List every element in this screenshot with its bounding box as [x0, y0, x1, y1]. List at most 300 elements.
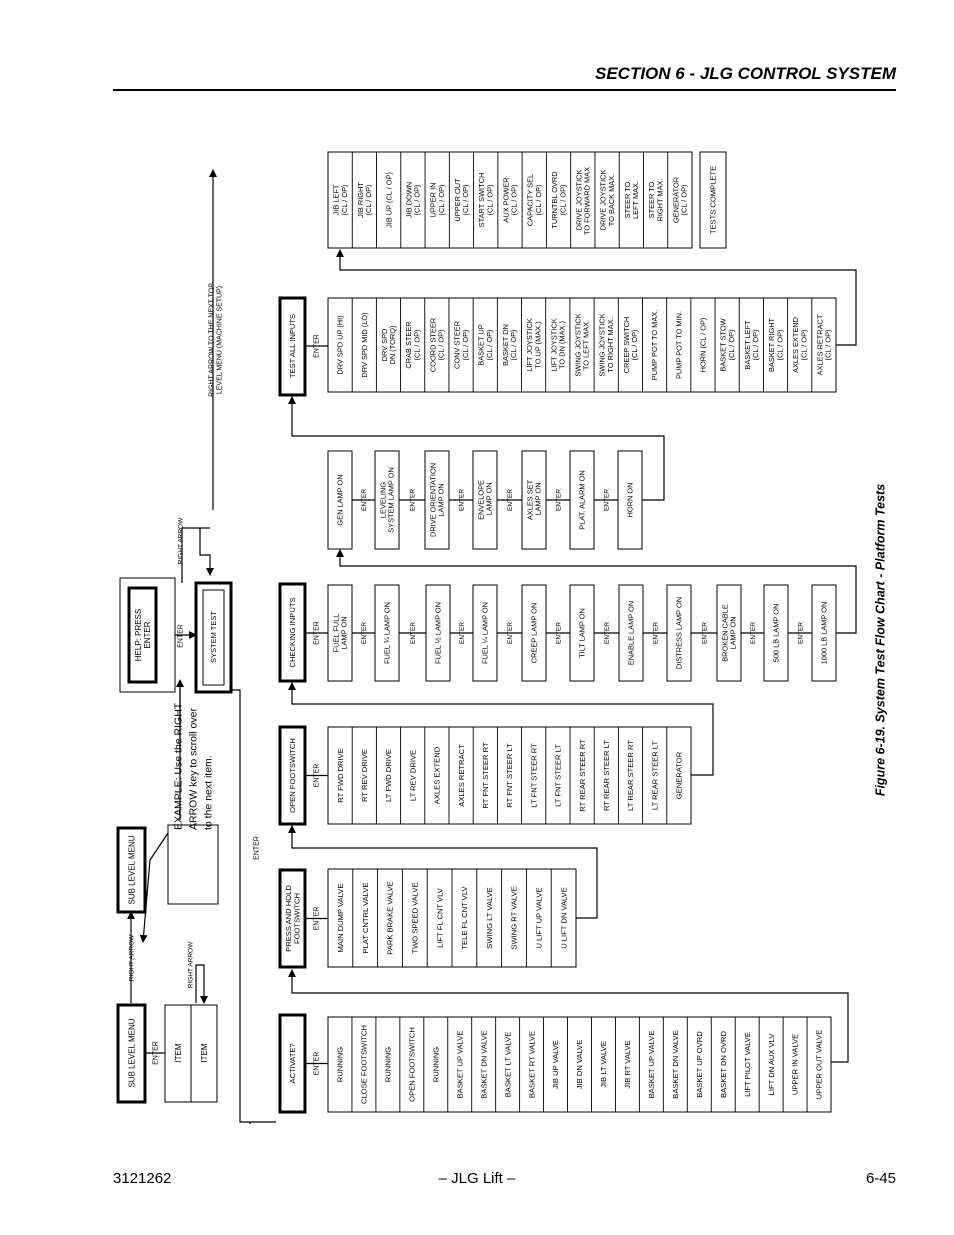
column-1-strip-cell — [435, 887, 444, 948]
example-line-2 — [188, 708, 200, 830]
item-2-label-line: ITEM — [199, 1043, 209, 1063]
enter-label-line: ENTER — [797, 621, 805, 645]
column-2-strip-cell — [336, 748, 345, 803]
column-head-2-label-line: OPEN FOOTSWITCH — [288, 738, 298, 813]
right-arrow-items — [196, 965, 204, 1003]
enter-label — [313, 764, 320, 788]
test-all-head-label — [288, 314, 297, 378]
column-0-strip-cell-line: UPPER OUT VALVE — [814, 1029, 824, 1100]
column-0-strip-cell — [360, 1025, 369, 1104]
test-all-strip-cell-line: BASKET RIGHT — [766, 317, 776, 373]
test-all-strip-2-cell-line: (CL / OP) — [485, 184, 495, 216]
enter-label-line: ENTER — [253, 836, 261, 860]
right-arrow-items-label — [187, 941, 194, 988]
enter-label — [555, 489, 562, 511]
test-all-strip-cell-line: PUMP POT TO MIN. — [674, 310, 684, 380]
test-all-strip-2-cell-line: TURNTBL OVRD — [549, 171, 559, 229]
enter-label-line: ENTER — [458, 621, 466, 645]
test-all-strip-2-cell-line: JIB RIGHT — [355, 182, 365, 218]
enter-label-line: ENTER — [749, 621, 757, 645]
enter-label-line: ENTER — [409, 621, 417, 645]
lamp-a-label-line: LAMP ON — [339, 616, 349, 650]
test-all-strip-cell-line: (CL / OP) — [436, 329, 446, 361]
test-all-strip-cell-line: (CL / OP) — [726, 329, 736, 361]
column-0-strip-cell — [623, 1040, 632, 1088]
enter-label — [507, 622, 514, 644]
column-0-strip-cell — [551, 1040, 560, 1089]
lamp-a-label-line: TILT LAMP ON — [577, 608, 587, 658]
column-0-strip-cell — [336, 1047, 345, 1083]
column-0-strip-cell — [719, 1031, 728, 1098]
column-2-strip-cell — [626, 740, 635, 811]
test-all-strip-cell-line: TO DN (MAX.) — [557, 321, 567, 369]
test-all-strip-cell-line: TO RIGHT MAX. — [605, 317, 615, 373]
right-arrow-top-label-line: RIGHT ARROW — [177, 517, 185, 565]
test-all-strip-2-cell-line: (CL / OP) — [412, 184, 422, 216]
test-all-strip-cell — [699, 318, 708, 373]
lamp-b-label-line: HORN ON — [625, 482, 635, 518]
test-all-strip-cell-line: AXLES RETRACT — [815, 314, 825, 376]
item-1-label-line: ITEM — [173, 1043, 183, 1063]
right-arrow-next-menu-label-line: RIGHT ARROW TO THE NEXT TOP — [208, 283, 216, 397]
column-head-3-label-line: CHECKING INPUTS — [288, 597, 298, 668]
enter-label-line: ENTER — [555, 488, 563, 512]
enter-label — [458, 489, 465, 511]
test-all-strip-cell — [477, 324, 494, 365]
right-arrow-next-menu-label — [209, 283, 224, 397]
column-0-strip-cell-line: JIB UP VALVE — [551, 1040, 561, 1089]
enter-label — [750, 622, 757, 644]
example-line-1-line: EXAMPLE: Use the RIGHT — [172, 702, 185, 830]
test-all-strip-cell-line: SWING JOYSTICK — [597, 313, 607, 377]
test-all-strip-cell — [501, 324, 518, 366]
column-2-strip-cell-line: GENERATOR — [674, 751, 684, 800]
column-2-strip-cell-line: AXLES RETRACT — [456, 744, 466, 807]
lamp-a-label — [772, 604, 781, 663]
column-1-strip-cell-line: MAIN DUMP VALVE — [336, 883, 346, 953]
test-all-strip-2-cell — [384, 172, 393, 228]
lamp-b-label-line: PLAT. ALARM ON — [577, 470, 587, 530]
test-all-strip-2-cell — [429, 183, 446, 218]
column-0-strip-cell — [647, 1031, 656, 1099]
test-all-strip-cell — [336, 315, 345, 374]
column-2-strip-cell-line: LT REAR STEER RT — [626, 740, 636, 811]
right-arrow-items-label-line: RIGHT ARROW — [187, 941, 195, 989]
column-1-strip-cell — [460, 885, 469, 949]
test-all-strip-cell-line: (CL / OP) — [509, 329, 519, 361]
lamp-a-label-line: FUEL ¼ LAMP ON — [480, 601, 490, 665]
test-all-strip-2-cell-line: START SWITCH — [477, 172, 487, 228]
column-0-strip-cell — [503, 1032, 512, 1098]
test-all-strip-2-cell-line: LEFT MAX. — [631, 180, 641, 220]
column-0-strip-cell-line: LIFT PILOT VALVE — [742, 1032, 752, 1097]
enter-label — [313, 1052, 320, 1076]
column-2-strip-cell — [481, 742, 490, 808]
right-arrow-label-line: RIGHT ARROW — [128, 934, 136, 982]
system-test-down — [231, 690, 276, 1122]
column-0-strip-cell-line: JIB RT VALVE — [623, 1040, 633, 1089]
enter-label-line: ENTER — [506, 488, 514, 512]
column-1-strip-cell — [361, 883, 370, 954]
enter-label — [555, 622, 562, 644]
enter-label-line: ENTER — [313, 763, 321, 788]
column-0-strip-cell-line: RUNNING — [335, 1046, 345, 1083]
test-all-strip-2-cell-line: AUX POWER — [501, 177, 511, 223]
lamp-b-label-line: LAMP ON — [436, 483, 446, 517]
example-line-2-line: ARROW key to scroll over — [187, 708, 200, 830]
test-all-strip-2-cell — [647, 179, 664, 222]
column-2-strip-cell — [529, 743, 538, 808]
column-0-strip-cell-line: BASKET RT VALVE — [527, 1030, 537, 1099]
lamp-a-label — [434, 602, 443, 664]
test-all-strip-cell-line: (CL / OP) — [484, 329, 494, 361]
column-2-strip-cell-line: RT FNT STEER LT — [505, 743, 515, 808]
test-all-strip-2-cell-line: GENERATOR — [671, 176, 681, 224]
column-2-strip-cell-line: LT FWD DRIVE — [384, 749, 394, 802]
column-head-2-label — [288, 738, 297, 813]
example-line-3-line: to the next item. — [202, 755, 215, 830]
enter-label-line: ENTER — [313, 621, 321, 645]
test-all-strip-cell-line: DRV SPD UP (HI) — [335, 315, 345, 375]
enter-label — [603, 489, 610, 511]
column-1-strip-cell-line: SWING LT VALVE — [484, 887, 494, 949]
test-all-strip-2-cell-line: (CL / OP) — [679, 184, 689, 216]
test-all-strip-2-cell — [332, 184, 349, 215]
test-all-strip-2-cell-line: UPPER OUT — [452, 178, 462, 222]
test-all-strip-cell — [549, 318, 566, 371]
company-name: – JLG Lift – — [438, 1170, 516, 1187]
test-all-strip-cell-line: (CL / OP) — [460, 329, 470, 361]
test-all-strip-2-cell-line: DRIVE JOYSTICK — [598, 169, 608, 231]
item-1-label — [174, 1043, 183, 1062]
test-all-strip-2-cell — [574, 165, 591, 235]
column-0-strip-cell-line: BASKET UP OVRD — [694, 1031, 704, 1098]
column-0-strip-cell-line: RUNNING — [431, 1046, 441, 1083]
enter-label-line: ENTER — [313, 906, 321, 931]
column-0-strip-cell — [384, 1047, 393, 1083]
test-all-strip-cell-line: DRV SPD — [379, 328, 389, 362]
test-all-strip-2-cell-line: (CL / OP) — [461, 184, 471, 216]
column-0-strip-cell-line: OPEN FOOTSWITCH — [407, 1027, 417, 1102]
test-all-strip-cell-line: (CL / OP) — [823, 329, 833, 361]
item-2-label — [200, 1043, 209, 1062]
column-0-strip-cell — [767, 1033, 776, 1096]
test-all-strip-cell-line: BASKET DN — [500, 324, 510, 366]
test-all-strip-cell-line: TO LEFT MAX. — [581, 319, 591, 371]
lamp-a-label — [481, 602, 490, 664]
test-all-strip-cell-line: DRV SPD MID (LO) — [359, 312, 369, 378]
column-1-strip-cell-line: PARK BRAKE VALVE — [385, 881, 395, 955]
column-2-strip-cell — [578, 739, 587, 812]
test-all-strip-2-cell — [404, 182, 421, 218]
column-head-1-label-line: FOOTSWITCH — [292, 892, 302, 945]
lamp-b-label-line: LAMP ON — [533, 482, 543, 518]
column-0-strip-cell — [599, 1041, 608, 1088]
figure-caption-line: Figure 6-19. System Test Flow Chart - Platform Tests — [873, 483, 888, 797]
column-1-strip-cell-line: SWING RT VALVE — [509, 886, 519, 950]
column-2-strip-cell — [650, 741, 659, 811]
enter-label — [361, 489, 368, 511]
test-all-strip-2-cell-line: CAPACITY SEL — [525, 173, 535, 227]
figure-caption — [873, 484, 887, 796]
lamp-b-label — [336, 474, 345, 525]
test-all-strip-cell-line: (CL / OP) — [630, 329, 640, 361]
test-all-strip-cell — [380, 326, 397, 365]
column-1-strip-cell — [485, 887, 494, 948]
column-2-strip-cell — [675, 751, 684, 799]
column-0-strip-cell-line: JIB LT VALVE — [599, 1041, 609, 1088]
lamp-a-label — [530, 603, 539, 664]
column-2-strip-cell — [384, 749, 393, 802]
enter-label — [313, 907, 320, 931]
column-1-strip-cell — [510, 886, 519, 949]
column-0-strip-cell-line: BASKET DN VALVE — [670, 1030, 680, 1099]
test-all-strip-cell-line: (CL / OP) — [412, 329, 422, 361]
column-0-strip-cell-line: BASKET LT VALVE — [503, 1031, 513, 1098]
system-test-label — [209, 611, 218, 663]
enter-label — [409, 489, 416, 511]
column-2-strip-cell — [457, 744, 466, 807]
test-all-strip-cell — [650, 310, 659, 381]
enter-label-line: ENTER — [603, 488, 611, 512]
column-0-strip-cell-line: LIFT DN AUX VLV — [766, 1033, 776, 1096]
lamp-b-label-line: SYSTEM LAMP ON — [386, 467, 396, 533]
doc-number: 3121262 — [113, 1170, 172, 1187]
column-0-strip-cell-line: JIB DN VALVE — [575, 1039, 585, 1090]
test-all-strip-cell-line: BASKET UP — [476, 324, 486, 366]
lamp-a-label — [675, 597, 684, 669]
column-head-0-label-line: ACTIVATE? — [288, 1043, 298, 1084]
column-0-strip-cell-line: BASKET DN OVRD — [718, 1031, 728, 1098]
test-all-strip-cell-line: HORN (CL / OP) — [698, 317, 708, 373]
test-all-strip-cell — [573, 313, 590, 376]
enter-label — [507, 489, 514, 511]
test-all-strip-2-cell-line: (CL / OP) — [534, 184, 544, 216]
lamp-b-label — [525, 479, 542, 520]
test-all-strip-2-cell-line: TO BACK MAX. — [606, 173, 616, 227]
column-0-strip-cell — [791, 1034, 800, 1095]
column-1-strip-cell-line: U LIFT UP VALVE — [534, 887, 544, 949]
sub-menu-2-label-line: SUB LEVEL MENU — [127, 835, 137, 905]
test-all-head-label-line: TEST ALL INPUTS — [288, 313, 298, 379]
lamp-b-label — [578, 470, 587, 529]
column-1-strip-cell-line: LIFT FL CNT VLV — [435, 888, 445, 948]
example-box — [168, 825, 218, 904]
enter-label — [152, 1041, 159, 1065]
column-2-strip-cell-line: RT REAR STEER LT — [601, 740, 611, 811]
column-1-strip-cell-line: PLAT CNTRL VALVE — [360, 882, 370, 954]
lamp-a-label-line: BROKEN CABLE — [720, 604, 730, 662]
column-0-strip-cell — [479, 1030, 488, 1098]
column-1-strip-cell — [386, 881, 395, 954]
column-1-strip-cell — [410, 882, 419, 953]
column-0-strip-cell — [743, 1032, 752, 1097]
help-label-line: ENTER — [142, 621, 152, 649]
test-all-strip-2-cell-line: UPPER IN — [428, 182, 438, 218]
section-title: SECTION 6 - JLG CONTROL SYSTEM — [595, 64, 896, 83]
enter-label — [313, 621, 320, 645]
column-2-strip-cell — [505, 743, 514, 808]
column-2-strip-cell-line: LT FNT STEER LT — [553, 744, 563, 807]
test-all-strip-2-cell-line: JIB LEFT — [331, 184, 341, 216]
column-1-strip-cell — [559, 887, 568, 949]
lamp-a-label-line: 500 LB LAMP ON — [771, 603, 781, 663]
enter-label — [797, 622, 804, 644]
test-all-strip-cell — [674, 311, 683, 379]
sub-menu-1-label — [127, 1018, 136, 1087]
tests-complete-label — [709, 166, 718, 234]
test-all-strip-2-cell-line: (CL / OP) — [339, 184, 349, 216]
right-arrow-label — [128, 934, 135, 981]
column-1-strip-cell — [534, 887, 543, 948]
enter-label-line: ENTER — [152, 1041, 160, 1065]
sub-menu-2-label — [127, 835, 136, 904]
lamp-b-label — [476, 480, 493, 520]
system-test-label-line: SYSTEM TEST — [209, 611, 219, 663]
column-2-strip-cell-line: LT REAR STEER LT — [650, 740, 660, 811]
column-head-0-label — [288, 1043, 297, 1083]
enter-label-line: ENTER — [313, 1051, 321, 1076]
column-1-strip-cell-line: TWO SPEED VALVE — [410, 882, 420, 954]
test-all-strip-cell — [360, 312, 369, 377]
right-arrow-top-label — [177, 517, 184, 564]
column-0-strip-cell-line: UPPER IN VALVE — [790, 1033, 800, 1096]
help-label-line: HELP: PRESS — [133, 608, 143, 662]
column-2-strip-cell-line: RT REV DRIVE — [359, 749, 369, 802]
lamp-a-label-line: FUEL ½ LAMP ON — [433, 601, 443, 665]
enter-label-line: ENTER — [701, 621, 709, 645]
test-all-strip-2-cell-line: (CL / OP) — [436, 184, 446, 216]
lamp-b-label-line: LAMP ON — [484, 482, 494, 518]
test-all-strip-2-cell-line: STEER TO — [647, 181, 657, 219]
column-2-strip-cell-line: AXLES EXTEND — [432, 746, 442, 805]
tests-complete-label-line: TESTS COMPLETE — [708, 165, 718, 235]
column-1-strip-cell — [336, 884, 345, 953]
right-arrow-next-menu-label-line: LEVEL MENU (MACHINE SETUP) — [216, 285, 224, 395]
test-all-strip-cell-line: COORD STEER — [428, 317, 438, 373]
lamp-a-label-line: 1000 LB LAMP ON — [819, 601, 829, 665]
enter-label-line: ENTER — [177, 624, 185, 648]
test-all-strip-cell — [598, 313, 615, 376]
column-0-strip-cell — [431, 1047, 440, 1083]
column-0-strip-cell-line: BASKET UP VALVE — [647, 1030, 657, 1099]
column-2-strip-cell-line: RT REAR STEER RT — [577, 739, 587, 812]
test-all-strip-2-cell-line: JIB UP (CL / OP) — [384, 172, 394, 228]
lamp-b-label-line: ENVELOPE — [476, 480, 486, 520]
example-to-sub-arrow — [143, 830, 170, 942]
lamp-b-label-line: GEN LAMP ON — [335, 474, 345, 526]
test-all-strip-cell-line: DN (TORQ) — [388, 325, 398, 365]
column-2-strip-cell — [433, 746, 442, 804]
column-2-strip-cell-line: RT FWD DRIVE — [335, 748, 345, 803]
test-all-strip-cell-line: BASKET LEFT — [742, 320, 752, 370]
test-all-strip-2-cell-line: (CL / OP) — [509, 184, 519, 216]
test-all-strip-2-cell-line: RIGHT MAX. — [655, 178, 665, 222]
lamp-a-label-line: FUEL FULL — [331, 613, 341, 653]
test-all-strip-cell-line: (CL / OP) — [775, 329, 785, 361]
test-all-strip-2-cell-line: STEER TO — [622, 181, 632, 219]
lamp-b-label-line: AXLES SET — [525, 479, 535, 521]
column-2-strip-cell-line: RT FNT STEER RT — [480, 742, 490, 809]
test-all-strip-cell-line: LIFT JOYSTICK — [525, 318, 535, 372]
enter-label — [604, 622, 611, 644]
test-all-strip-2-cell-line: (CL / OP) — [364, 184, 374, 216]
sub-menu-1-label-line: SUB LEVEL MENU — [127, 1018, 137, 1088]
column-2-strip-cell — [408, 750, 417, 801]
column-1-strip-cell-line: TELE FL CNT VLV — [460, 886, 470, 950]
lamp-a-label-line: DISTRESS LAMP ON — [674, 596, 684, 670]
column-0-strip-cell — [455, 1031, 464, 1099]
test-all-strip-2-cell-line: TO FORWARD MAX. — [582, 164, 592, 236]
enter-label-line: ENTER — [458, 488, 466, 512]
test-all-strip-2-cell — [623, 181, 640, 219]
column-2-strip-cell-line: LT FNT STEER RT — [529, 743, 539, 808]
test-all-strip-cell-line: PUMP POT TO MAX. — [650, 309, 660, 381]
column-0-strip-cell — [407, 1027, 416, 1102]
lamp-b-label — [626, 483, 635, 518]
enter-label-line: ENTER — [652, 621, 660, 645]
column-2-strip-cell — [360, 749, 369, 802]
column-2-strip-cell-line: LT REV DRIVE — [408, 749, 418, 802]
lamp-a-label-line: CREEP LAMP ON — [529, 602, 539, 664]
lamp-a-label — [331, 614, 348, 653]
example-line-1 — [173, 702, 185, 830]
test-all-strip-cell-line: LIFT JOYSTICK — [549, 318, 559, 372]
test-all-strip-2-cell-line: DRIVE JOYSTICK — [574, 169, 584, 231]
column-1-strip-cell-line: U LIFT DN VALVE — [559, 887, 569, 949]
column-0-strip-cell — [695, 1031, 704, 1098]
column-head-1-label — [284, 885, 302, 952]
column-0-strip-cell — [815, 1030, 824, 1100]
test-all-strip-2-cell — [599, 170, 616, 231]
enter-label-line: ENTER — [360, 488, 368, 512]
enter-label — [313, 334, 320, 358]
lamp-a-label-line: FUEL ¾ LAMP ON — [382, 601, 392, 665]
enter-label — [361, 622, 368, 644]
column-head-1-label-line: PRESS AND HOLD — [283, 885, 293, 952]
column-0-strip-cell-line: BASKET UP VALVE — [455, 1030, 465, 1099]
enter-label-line: ENTER — [409, 488, 417, 512]
enter-label-line: ENTER — [360, 621, 368, 645]
enter-label — [701, 622, 708, 644]
test-all-strip-cell-line: (CL / OP) — [751, 329, 761, 361]
test-all-strip-cell-line: BASKET STOW — [718, 318, 728, 372]
enter-label — [177, 624, 184, 648]
page-number: 6-45 — [865, 1170, 896, 1187]
lamp-a-label-line: LAMP ON — [728, 616, 738, 650]
enter-label-line: ENTER — [603, 621, 611, 645]
column-2-strip-cell — [554, 744, 563, 807]
column-0-strip-cell — [671, 1030, 680, 1098]
lamp-b-label-line: LEVELING — [378, 481, 388, 519]
enter-label — [253, 836, 260, 860]
test-all-strip-cell-line: AXLES EXTEND — [791, 317, 801, 373]
lamp-a-label — [820, 602, 829, 665]
test-all-strip-cell — [525, 318, 542, 371]
lamp-b-label-line: DRIVE ORIENTATION — [428, 462, 438, 538]
lamp-a-label — [627, 601, 636, 665]
lamp-a-label — [383, 602, 392, 664]
test-all-strip-cell-line: CONV STEER — [452, 320, 462, 370]
column-0-strip-cell-line: RUNNING — [383, 1046, 393, 1083]
column-0-strip-cell — [575, 1040, 584, 1090]
lamp-a-label — [578, 608, 587, 658]
test-all-strip-cell-line: TO UP (MAX.) — [533, 321, 543, 369]
example-line-3 — [203, 755, 215, 830]
test-all-strip-2-cell — [356, 182, 373, 218]
test-all-strip-cell-line: CRAB STEER — [404, 321, 414, 369]
test-all-strip-cell-line: (CL / OP) — [799, 329, 809, 361]
